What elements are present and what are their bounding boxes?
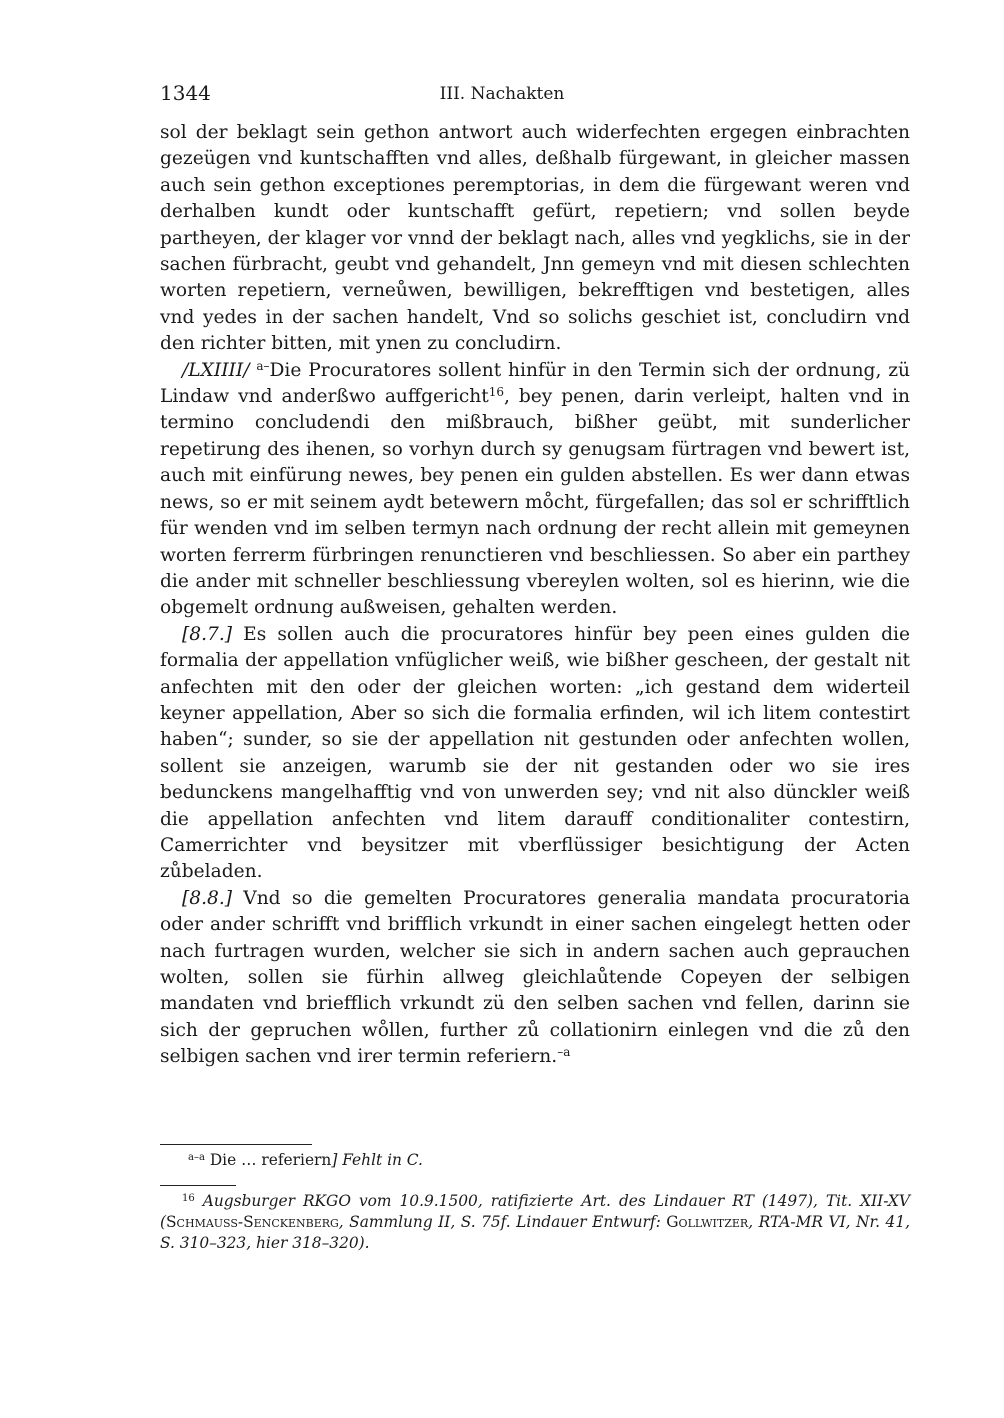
body-text: [160, 120, 910, 1071]
running-head: III. Nachakten: [439, 84, 565, 104]
paragraph-text: Vnd so die gemelten Procuratores generalia mandata procuratoria oder ander schrifft vnd brifflich vrkundt in einer sachen eingelegt hetten oder nach furtragen wurden, welcher sie sich in andern sachen auch geprauchen wolten, sollen sie fürhin allweg gleichlaůtende Copeyen der selbigen mandaten vnd briefflich vrkundt zü den selben sachen vnd fellen, darinn sie sich der gepruchen wo̊llen, further zů collationirn einlegen vnd die zů den selbigen sachen vnd irer termin referiern.: [160, 887, 910, 1068]
footnote-rule: [160, 1144, 312, 1145]
paragraph-8-7: [160, 622, 910, 886]
section-marker: [8.8.]: [182, 887, 232, 909]
footnote-16: [160, 1191, 910, 1254]
section-marker: [8.7.]: [182, 623, 232, 645]
paragraph-lxiiii: [160, 358, 910, 622]
footnote-text: Augsburger RKGO vom 10.9.1500, ratifizierte Art. des Lindauer RT (1497), Tit. XII-XV (: [160, 1192, 910, 1231]
author-name: Schmauss-Senckenberg: [166, 1213, 339, 1231]
paragraph-1: [160, 120, 910, 358]
page-number: 1344: [160, 81, 211, 105]
author-name: Gollwitzer: [666, 1213, 749, 1231]
footnote-ref-16[interactable]: 16: [488, 385, 504, 400]
footnote-a: [160, 1150, 910, 1171]
variant-mark-open: a–: [256, 358, 270, 373]
footnote-text: , RTA-MR VI, Nr. 41, S. 310–323, hier 318–320).: [160, 1213, 911, 1252]
variant-mark-close: –a: [557, 1045, 571, 1060]
footnote-text: , Sammlung II, S. 75f. Lindauer Entwurf:: [338, 1213, 667, 1231]
footnote-rule: [160, 1185, 236, 1186]
footnote-mark: 16: [182, 1193, 195, 1204]
footnote-lemma: Die … referiern: [209, 1151, 332, 1169]
paragraph-text: , bey penen, darin verleipt, halten vnd in termino concludendi den mißbrauch, bißher geübt, mit sunderlicher repetirung des ihenen, so vorhyn durch sy genugsam fürtragen vnd bewert ist, auch mit einfürung newes, bey penen ein gulden abstellen. Es wer dann etwas news, so er mit seinem aydt betewern mo̊cht, fürgefallen; das sol er schrifftlich für wenden vnd im selben termyn nach ordnung der recht allein mit gemeynen worten ferrerm fürbringen renunctieren vnd beschliessen. So aber ein parthey die ander mit schneller beschliessung vbereylen wolten, sol es hierinn, wie die obgemelt ordnung außweisen, gehalten werden.: [160, 386, 910, 619]
paragraph-text: Die Procuratores sollent hinfür in den Termin sich der ordnung, zü Lindaw vnd anderßwo auffgericht: [160, 359, 910, 408]
footnote-note: ] Fehlt in C.: [331, 1151, 423, 1169]
paragraph-text: Es sollen auch die procuratores hinfür bey peen eines gulden die formalia der appellation vnfüglicher weiß, wie bißher gescheen, der gestalt nit anfechten mit den oder der gleichen worten: „ich gestand dem widerteil keyner appellation, Aber so sich die formalia erfinden, wil ich litem contestirt haben“; sunder, so sie der appellation nit gestunden oder anfechten wollen, sollent sie anzeigen, warumb sie der nit gestanden oder wo sie ires bedunckens mangelhafftig vnd von unwerden sey; vnd nit also dünckler weiß die appellation anfechten vnd litem darauff conditionaliter contestirn, Camerrichter vnd beysitzer mit vberflüssiger besichtigung der Acten zůbeladen.: [160, 623, 910, 883]
paragraph-8-8: [160, 886, 910, 1071]
section-marker: /LXIIII/: [182, 359, 250, 381]
footnote-mark: a–a: [188, 1152, 205, 1163]
paragraph-1-text: sol der beklagt sein gethon antwort auch widerfechten ergegen einbrachten gezeügen vnd kuntschafften vnd alles, deßhalb fürgewant, in gleicher massen auch sein gethon exceptiones peremptorias, in dem die fürgewant weren vnd derhalben kundt oder kuntschafft gefürt, repetiern; vnd sollen beyde partheyen, der klager vor vnnd der beklagt nach, alles vnd yegklichs, sie in der sachen fürbracht, geubt vnd gehandelt, Jnn gemeyn vnd mit diesen schlechten worten repetiern, verneůwen, bewilligen, bekrefftigen vnd bestetigen, alles vnd yedes in der sachen handelt, Vnd so solichs geschiet ist, concludirn vnd den richter bitten, mit ynen zu concludirn.: [160, 122, 910, 355]
